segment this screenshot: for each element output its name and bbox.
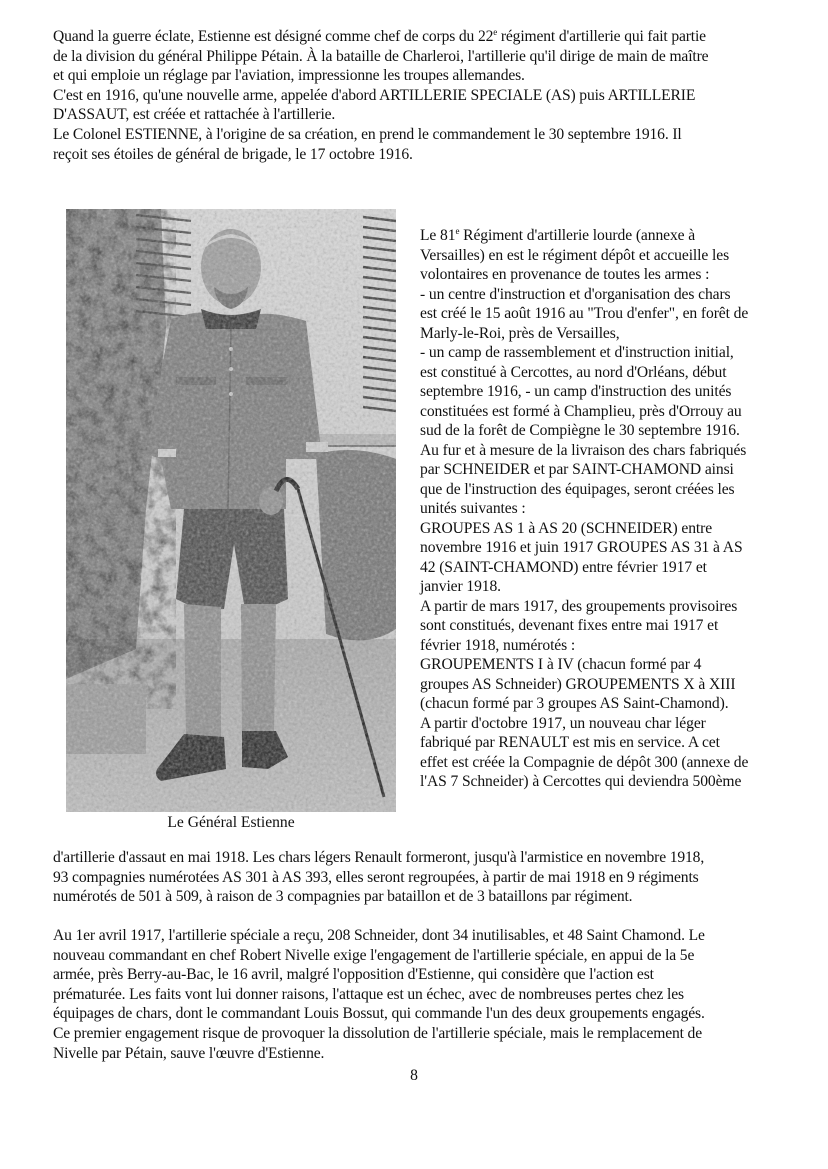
text-line: Ce premier engagement risque de provoquer la dissolution de l'artillerie spéciale, mais le remplacement de <box>53 1024 702 1042</box>
text-line: 42 (SAINT-CHAMOND) entre février 1917 et <box>420 558 707 576</box>
portrait-image-icon <box>66 209 396 812</box>
text-line: effet est créée la Compagnie de dépôt 300 (annexe de <box>420 753 749 771</box>
text-line: Nivelle par Pétain, sauve l'œuvre d'Estienne. <box>53 1044 325 1062</box>
text-line: est créé le 15 août 1916 au "Trou d'enfer", en forêt de <box>420 305 749 322</box>
text-line: Au fur et à mesure de la livraison des chars fabriqués <box>420 441 747 459</box>
text-line: équipages de chars, dont le commandant Louis Bossut, qui commande l'un des deux groupements engagés. <box>53 1005 705 1023</box>
text-line: l'AS 7 Schneider) à Cercottes qui deviendra 500ème <box>420 773 742 790</box>
sidebar-paragraph <box>420 226 805 792</box>
page-number: 8 <box>410 1067 418 1084</box>
text-line: numérotés de 501 à 509, à raison de 3 compagnies par bataillon et de 3 bataillons par régiment. <box>53 888 633 906</box>
text-line: janvier 1918. <box>420 578 501 595</box>
intro-paragraph <box>53 27 793 164</box>
portrait-photo <box>66 209 396 812</box>
text-line: que de l'instruction des équipages, seront créées les <box>420 480 735 498</box>
text-line: septembre 1916, - un camp d'instruction des unités <box>420 383 732 400</box>
text-line: Versailles) en est le régiment dépôt et accueille les <box>420 246 730 264</box>
superscript: e <box>455 226 460 236</box>
text-line: armée, près Berry-au-Bac, le 16 avril, malgré l'opposition d'Estienne, qui considère que l'action est <box>53 966 654 984</box>
continuation-paragraph <box>53 848 793 907</box>
text-span: régiment d'artillerie qui fait partie <box>497 28 706 45</box>
text-line: - un camp de rassemblement et d'instruction initial, <box>420 344 734 361</box>
text-line: - un centre d'instruction et d'organisation des chars <box>420 285 731 303</box>
text-line: 93 compagnies numérotées AS 301 à AS 393, elles seront regroupées, à partir de mai 1918 en 9 régiments <box>53 868 699 886</box>
text-span: Régiment d'artillerie lourde (annexe à <box>459 227 696 244</box>
text-line: unités suivantes : <box>420 500 526 517</box>
photo-caption: Le Général Estienne <box>167 814 295 831</box>
text-line: par SCHNEIDER et par SAINT-CHAMOND ainsi <box>420 461 734 478</box>
text-line: nouveau commandant en chef Robert Nivelle exige l'engagement de l'artillerie spéciale, en appui de la 5e <box>53 946 695 964</box>
text-line: et qui emploie un réglage par l'aviation, impressionne les troupes allemandes. <box>53 67 525 85</box>
text-line: C'est en 1916, qu'une nouvelle arme, appelée d'abord ARTILLERIE SPECIALE (AS) puis ARTILLERIE <box>53 86 696 104</box>
text-line: groupes AS Schneider) GROUPEMENTS X à XIII <box>420 675 736 693</box>
text-span: Le 81 <box>420 227 456 244</box>
text-line: GROUPES AS 1 à AS 20 (SCHNEIDER) entre <box>420 519 713 537</box>
text-line: fabriqué par RENAULT est mis en service. A cet <box>420 734 720 751</box>
text-line: GROUPEMENTS I à IV (chacun formé par 4 <box>420 656 702 673</box>
text-line: A partir de mars 1917, des groupements provisoires <box>420 597 738 615</box>
text-line <box>53 27 793 47</box>
text-line <box>420 226 805 246</box>
text-line: A partir d'octobre 1917, un nouveau char léger <box>420 714 706 732</box>
text-line: est constitué à Cercottes, au nord d'Orléans, début <box>420 363 727 381</box>
text-line: sont constitués, devenant fixes entre mai 1917 et <box>420 617 719 634</box>
text-line: sud de la forêt de Compiègne le 30 septembre 1916. <box>420 422 740 439</box>
superscript: e <box>493 27 498 37</box>
text-line: février 1918, numérotés : <box>420 636 576 654</box>
text-line: Au 1er avril 1917, l'artillerie spéciale a reçu, 208 Schneider, dont 34 inutilisables, et 48 Saint Chamond. Le <box>53 927 705 944</box>
text-line: volontaires en provenance de toutes les armes : <box>420 266 710 283</box>
text-line: Marly-le-Roi, près de Versailles, <box>420 324 620 342</box>
text-line: constituées est formé à Champlieu, près d'Orrouy au <box>420 402 742 420</box>
text-line: Le Colonel ESTIENNE, à l'origine de sa création, en prend le commandement le 30 septembre 1916. Il <box>53 125 682 143</box>
text-line: (chacun formé par 3 groupes AS Saint-Chamond). <box>420 695 729 712</box>
april-1917-paragraph <box>53 926 793 1063</box>
text-line: de la division du général Philippe Pétain. À la bataille de Charleroi, l'artillerie qu'il dirige de main de maître <box>53 47 709 65</box>
text-line: d'artillerie d'assaut en mai 1918. Les chars légers Renault formeront, jusqu'à l'armistice en novembre 1918, <box>53 849 705 866</box>
text-line: D'ASSAUT, est créée et rattachée à l'artillerie. <box>53 106 336 124</box>
text-line: novembre 1916 et juin 1917 GROUPES AS 31 à AS <box>420 539 743 556</box>
text-line: reçoit ses étoiles de général de brigade, le 17 octobre 1916. <box>53 145 413 163</box>
text-line: prématurée. Les faits vont lui donner raisons, l'attaque est un échec, avec de nombreuses pertes chez les <box>53 985 684 1003</box>
text-span: Quand la guerre éclate, Estienne est désigné comme chef de corps du 22 <box>53 28 494 45</box>
